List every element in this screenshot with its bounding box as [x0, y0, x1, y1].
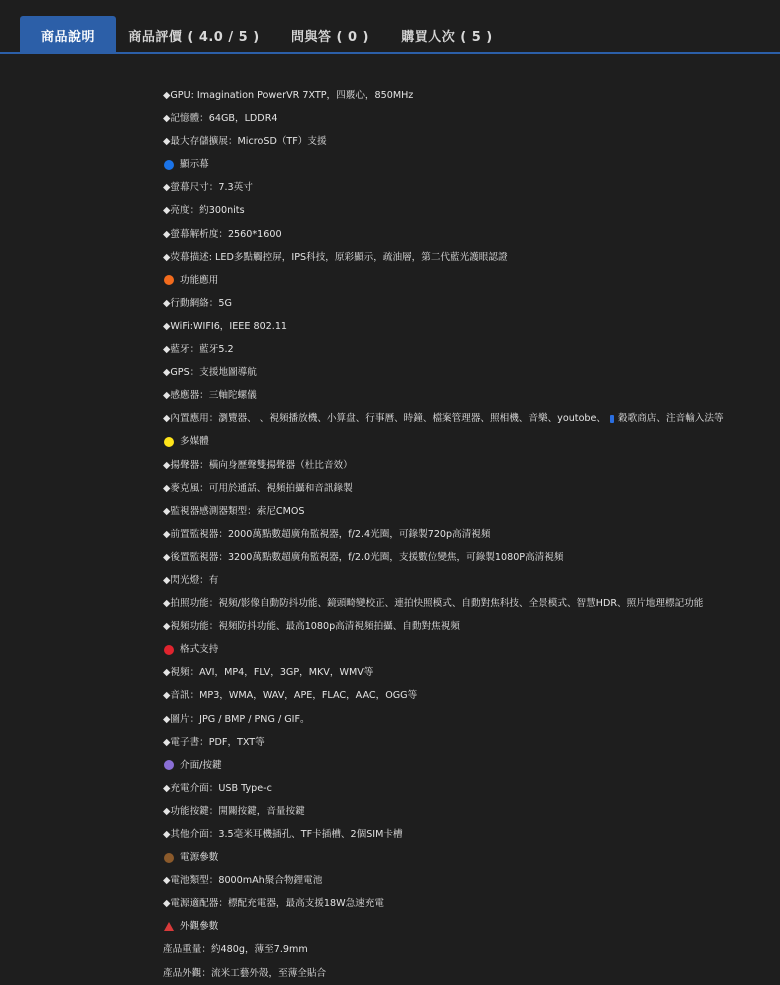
spec-line-text: ◆視頻：AVI，MP4，FLV，3GP，MKV，WMV等: [163, 667, 374, 679]
section-heading: [163, 269, 773, 292]
section-heading-text: 外觀參數: [180, 921, 219, 933]
section-heading: [163, 430, 773, 453]
spec-line: [163, 615, 773, 638]
section-heading-text: 格式支持: [180, 644, 219, 656]
spec-line-text: ◆後置監視器：3200萬點數超廣角監視器，f/2.0光圈，支援數位變焦，可錄製1080P高清視頻: [163, 551, 564, 563]
purple-circle-icon: [164, 760, 174, 770]
spec-line-text: ◆電源適配器：標配充電器，最高支援18W急速充電: [163, 898, 384, 910]
spec-line-text: ◆行動網絡：5G: [163, 297, 232, 309]
spec-line: [163, 107, 773, 130]
spec-line: [163, 962, 773, 985]
section-heading: [163, 846, 773, 869]
spec-line: [163, 500, 773, 523]
spec-line-text: ◆揚聲器：橫向身歷聲雙揚聲器（杜比音效）: [163, 459, 353, 471]
blue-circle-icon: [164, 160, 174, 170]
spec-line-text: ◆記憶體：64GB，LDDR4: [163, 113, 278, 125]
spec-line-text: ◆電子書：PDF，TXT等: [163, 736, 265, 748]
tab-product-reviews[interactable]: 商品評價 ( 4.0 / 5 ): [128, 29, 260, 45]
spec-line-text: ◆內置應用：瀏覽器、 、視頻播放機、小算盘、行事曆、時鐘、檔案管理器、照相機、音樂、youtobe、: [163, 413, 607, 425]
spec-line-text: ◆監視器感測器類型：索尼CMOS: [163, 505, 305, 517]
spec-line-text: 產品重量：約480g，薄至7.9mm: [163, 944, 308, 956]
orange-circle-icon: [164, 275, 174, 285]
section-heading: [163, 754, 773, 777]
spec-line: [163, 569, 773, 592]
spec-line: [163, 592, 773, 615]
spec-line: [163, 661, 773, 684]
section-heading: [163, 153, 773, 176]
section-heading-text: 多媒體: [180, 436, 209, 448]
spec-line-text: ◆最大存儲擴展：MicroSD（TF）支援: [163, 136, 327, 148]
spec-line-text: ◆充電介面：USB Type-c: [163, 782, 272, 794]
spec-line-text: ◆電池類型：8000mAh聚合物鋰電池: [163, 875, 323, 887]
product-tab-bar: [0, 0, 780, 54]
spec-line-text: 產品外觀：流米工藝外殼，至薄全貼合: [163, 967, 327, 979]
spec-line-text: ◆音訊：MP3，WMA，WAV，APE，FLAC，AAC，OGG等: [163, 690, 418, 702]
spec-line: [163, 869, 773, 892]
spec-line-text: 穀歌商店、注音輸入法等: [618, 413, 724, 425]
spec-line: [163, 199, 773, 222]
section-heading: [163, 915, 773, 938]
spec-line: [163, 777, 773, 800]
spec-line-text: ◆視頻功能：視頻防抖功能、最高1080p高清視頻拍攝、自動對焦視頻: [163, 621, 460, 633]
spec-line: [163, 84, 773, 107]
spec-line-text: ◆亮度：約300nits: [163, 205, 245, 217]
spec-line: [163, 384, 773, 407]
section-heading-text: 功能應用: [180, 274, 219, 286]
spec-line-text: ◆其他介面：3.5毫米耳機插孔、TF卡插槽、2個SIM卡槽: [163, 829, 403, 840]
spec-line: [163, 523, 773, 546]
red-triangle-icon: [164, 922, 174, 931]
spec-line-text: ◆功能按鍵：開關按鍵，音量按鍵: [163, 805, 305, 817]
spec-line: [163, 176, 773, 199]
spec-line-text: ◆GPU: Imagination PowerVR 7XTP，四覈心，850MHz: [163, 90, 414, 101]
section-heading-text: 電源參數: [180, 852, 219, 864]
spec-line-text: ◆閃光燈：有: [163, 574, 219, 586]
section-heading-text: 介面/按鍵: [180, 759, 222, 771]
spec-line: [163, 477, 773, 500]
spec-line: [163, 338, 773, 361]
spec-line-text: ◆螢幕解析度：2560*1600: [163, 228, 282, 240]
spec-line-text: ◆圖片：JPG / BMP / PNG / GIF。: [163, 713, 310, 725]
spec-line: [163, 223, 773, 246]
spec-line-text: ◆螢幕尺寸：7.3英寸: [163, 182, 253, 194]
section-heading: [163, 638, 773, 661]
spec-line-text: ◆麥克風：可用於通話、視頻拍攝和音訊錄製: [163, 482, 353, 494]
spec-line-text: ◆WiFi:WIFI6，IEEE 802.11: [163, 320, 288, 332]
section-heading-text: 顯示幕: [180, 159, 209, 171]
product-spec-list: [163, 84, 773, 985]
spec-line: [163, 684, 773, 707]
spec-line: [163, 292, 773, 315]
spec-line: [163, 361, 773, 384]
spec-line: [163, 708, 773, 731]
red-circle-icon: [164, 645, 174, 655]
tab-purchase-count[interactable]: 購買人次 ( 5 ): [401, 29, 493, 45]
spec-line: [163, 315, 773, 338]
spec-line: [163, 454, 773, 477]
spec-line-text: ◆拍照功能：視頻/影像自動防抖功能、鏡頭畸變校正、連拍快照模式、自動對焦科技、全景模式、智慧HDR、照片地理標記功能: [163, 598, 704, 610]
spec-line-text: ◆前置監視器：2000萬點數超廣角監視器，f/2.4光圈，可錄製720p高清視頻: [163, 528, 491, 540]
spec-line: [163, 731, 773, 754]
spec-line: [163, 130, 773, 153]
spec-line-text: ◆GPS：支援地圖導航: [163, 367, 257, 379]
tab-questions-answers[interactable]: 問與答 ( 0 ): [290, 29, 369, 45]
phone-icon: [610, 415, 614, 423]
spec-line: [163, 246, 773, 269]
spec-line-text: ◆感應器：三軸陀螺儀: [163, 390, 257, 402]
spec-line-text: ◆藍牙：藍牙5.2: [163, 344, 234, 356]
spec-line-text: ◆荧幕描述: LED多點觸控屏，IPS科技，原彩顯示，疏油層，第二代藍光護眼認證: [163, 251, 508, 263]
spec-line: [163, 407, 773, 430]
spec-line: [163, 892, 773, 915]
spec-line: [163, 800, 773, 823]
tab-product-description[interactable]: 商品說明: [20, 16, 116, 54]
spec-line: [163, 823, 773, 846]
spec-line: [163, 938, 773, 961]
yellow-circle-icon: [164, 437, 174, 447]
spec-line: [163, 546, 773, 569]
brown-circle-icon: [164, 853, 174, 863]
